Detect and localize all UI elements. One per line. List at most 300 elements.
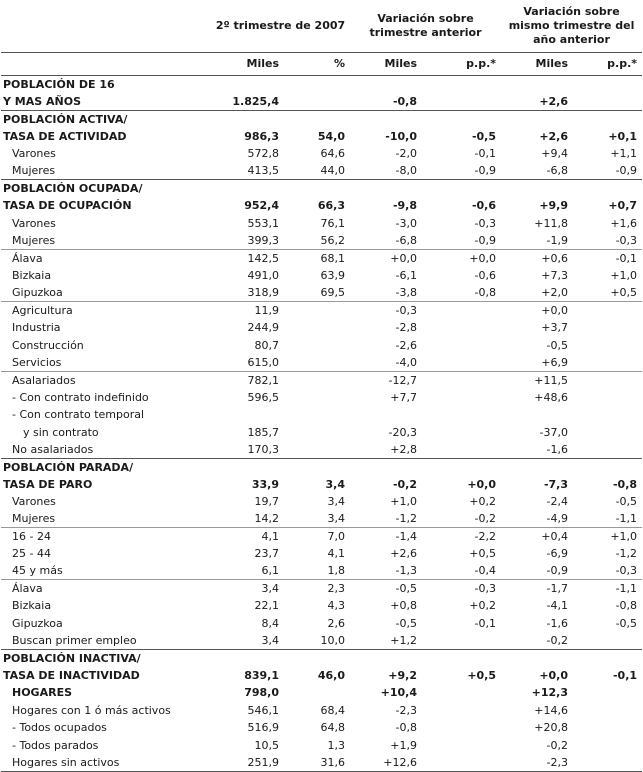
- subheader-miles: Miles: [384, 57, 417, 70]
- cell-value: [422, 719, 501, 736]
- cell-value: [422, 736, 501, 753]
- cell-value: -2,2: [422, 528, 501, 545]
- cell-value: +1,2: [390, 633, 417, 647]
- cell-value: +9,2: [388, 668, 417, 682]
- cell-value: [422, 319, 501, 336]
- cell-value: [284, 336, 350, 353]
- subheader-blank: [1, 53, 211, 76]
- row-label: y sin contrato: [23, 425, 99, 439]
- cell-value: 7,0: [284, 528, 350, 545]
- cell-value: [284, 93, 350, 110]
- cell-value: 3,4: [327, 512, 345, 526]
- table-row: [1, 162, 642, 179]
- cell-value: -4,9: [546, 512, 569, 526]
- row-label: Álava: [1, 249, 211, 266]
- row-label: - Todos parados: [12, 738, 99, 752]
- cell-value: 19,7: [254, 495, 279, 509]
- cell-value: [573, 458, 642, 475]
- table-row: [1, 267, 642, 284]
- table-row: [1, 632, 642, 649]
- cell-value: 782,1: [211, 371, 284, 388]
- table-row: [1, 684, 642, 701]
- cell-value: -10,0: [385, 129, 417, 143]
- table-row: [1, 615, 642, 632]
- table-row: [1, 110, 642, 127]
- cell-value: +0,1: [608, 129, 638, 143]
- cell-value: 3,4: [325, 477, 345, 491]
- cell-value: 986,3: [244, 129, 279, 143]
- cell-value: -0,8: [615, 599, 638, 613]
- cell-value: +6,9: [541, 355, 569, 369]
- cell-value: -2,0: [395, 147, 417, 161]
- row-label: Bizkaia: [12, 599, 52, 613]
- cell-value: [422, 441, 501, 458]
- cell-value: 66,3: [317, 199, 345, 213]
- cell-value: -0,6: [474, 268, 497, 282]
- row-label: No asalariados: [12, 442, 94, 456]
- cell-value: -0,2: [392, 477, 417, 491]
- cell-value: -0,5: [546, 338, 569, 352]
- cell-value: +10,4: [380, 686, 417, 700]
- cell-value: 318,9: [247, 286, 279, 300]
- table-row: [1, 336, 642, 353]
- cell-value: -6,1: [395, 268, 417, 282]
- cell-value: [573, 649, 642, 666]
- cell-value: +12,6: [350, 754, 422, 771]
- table-row: [1, 232, 642, 249]
- subheader-pp: p.p.*: [466, 57, 497, 70]
- cell-value: [422, 423, 501, 440]
- row-label: POBLACIÓN PARADA/: [1, 458, 211, 475]
- cell-value: -8,0: [395, 164, 417, 178]
- cell-value: -0,9: [546, 564, 569, 578]
- cell-value: 1.825,4: [232, 94, 279, 108]
- cell-value: -0,3: [422, 580, 501, 597]
- row-label: 16 - 24: [1, 528, 211, 545]
- table-row: [1, 76, 642, 93]
- cell-value: +0,2: [469, 495, 497, 509]
- cell-value: -4,1: [546, 599, 569, 613]
- cell-value: +0,8: [390, 599, 417, 613]
- cell-value: +0,4: [501, 528, 573, 545]
- cell-value: 4,1: [327, 547, 345, 561]
- cell-value: -6,9: [546, 547, 569, 561]
- row-label: Asalariados: [1, 371, 211, 388]
- row-label: TASA DE INACTIVIDAD: [3, 668, 140, 682]
- cell-value: -0,5: [615, 616, 638, 630]
- cell-value: +0,0: [350, 249, 422, 266]
- cell-value: [350, 458, 422, 475]
- cell-value: [284, 76, 350, 93]
- cell-value: -37,0: [539, 425, 569, 439]
- cell-value: +11,5: [501, 371, 573, 388]
- cell-value: 44,0: [320, 164, 345, 178]
- cell-value: 491,0: [247, 268, 279, 282]
- table-row: [1, 215, 642, 232]
- cell-value: [284, 371, 350, 388]
- cell-value: [573, 180, 642, 197]
- cell-value: [573, 336, 642, 353]
- cell-value: 56,2: [320, 233, 345, 247]
- cell-value: [350, 406, 422, 423]
- cell-value: [422, 76, 501, 93]
- cell-value: +7,3: [541, 268, 569, 282]
- cell-value: -2,3: [395, 703, 417, 717]
- cell-value: 64,6: [320, 147, 345, 161]
- cell-value: [573, 302, 642, 319]
- cell-value: [422, 93, 501, 110]
- cell-value: -20,3: [388, 425, 417, 439]
- cell-value: -0,3: [474, 216, 497, 230]
- cell-value: -2,4: [546, 495, 569, 509]
- cell-value: 10,5: [254, 738, 279, 752]
- cell-value: 244,9: [247, 321, 279, 335]
- cell-value: [211, 406, 284, 423]
- cell-value: [350, 110, 422, 127]
- table-row: [1, 441, 642, 458]
- cell-value: +12,3: [531, 686, 569, 700]
- cell-value: [573, 406, 642, 423]
- header-blank: [1, 0, 211, 53]
- cell-value: -1,7: [501, 580, 573, 597]
- cell-value: 572,8: [247, 147, 279, 161]
- cell-value: -0,9: [474, 233, 497, 247]
- table-row: [1, 597, 642, 614]
- row-label: Mujeres: [12, 233, 56, 247]
- row-label: TASA DE OCUPACIÓN: [3, 199, 132, 213]
- cell-value: 68,1: [284, 249, 350, 266]
- cell-value: -6,8: [546, 164, 569, 178]
- cell-value: +0,5: [467, 668, 497, 682]
- cell-value: 3,4: [261, 633, 279, 647]
- row-label: Servicios: [12, 355, 62, 369]
- cell-value: [211, 180, 284, 197]
- cell-value: -0,8: [395, 721, 417, 735]
- cell-value: [573, 389, 642, 406]
- cell-value: [422, 649, 501, 666]
- header-period: 2º trimestre de 2007: [215, 19, 346, 32]
- table-row: [1, 197, 642, 214]
- cell-value: [573, 354, 642, 371]
- row-label: Varones: [12, 216, 56, 230]
- table-row: [1, 580, 642, 597]
- cell-value: [284, 649, 350, 666]
- cell-value: +1,1: [610, 147, 638, 161]
- cell-value: [573, 371, 642, 388]
- cell-value: 23,7: [254, 547, 279, 561]
- labour-survey-table: [1, 0, 642, 772]
- cell-value: 4,1: [211, 528, 284, 545]
- row-label: Industria: [12, 321, 61, 335]
- cell-value: 413,5: [247, 164, 279, 178]
- table-row: [1, 389, 642, 406]
- row-label: Mujeres: [12, 512, 56, 526]
- row-label: Álava: [1, 580, 211, 597]
- cell-value: -0,3: [615, 233, 638, 247]
- cell-value: -1,3: [395, 564, 417, 578]
- cell-value: [350, 76, 422, 93]
- cell-value: +0,6: [501, 249, 573, 266]
- row-label: POBLACIÓN DE 16: [1, 76, 211, 93]
- row-label: HOGARES: [12, 686, 73, 700]
- cell-value: -9,8: [392, 199, 417, 213]
- cell-value: [350, 180, 422, 197]
- cell-value: +1,9: [390, 738, 417, 752]
- cell-value: -1,1: [615, 512, 638, 526]
- cell-value: +0,5: [469, 547, 497, 561]
- cell-value: [573, 423, 642, 440]
- cell-value: [573, 76, 642, 93]
- cell-value: 596,5: [247, 390, 279, 404]
- row-label: TASA DE ACTIVIDAD: [3, 129, 127, 143]
- cell-value: [211, 458, 284, 475]
- cell-value: 6,1: [261, 564, 279, 578]
- cell-value: +0,0: [501, 302, 573, 319]
- cell-value: [573, 754, 642, 771]
- table-row: [1, 493, 642, 510]
- row-label: 45 y más: [12, 564, 63, 578]
- cell-value: +14,6: [534, 703, 569, 717]
- cell-value: [573, 441, 642, 458]
- cell-value: +2,6: [390, 547, 417, 561]
- cell-value: -1,2: [395, 512, 417, 526]
- cell-value: 54,0: [317, 129, 345, 143]
- cell-value: [422, 684, 501, 701]
- cell-value: +9,4: [541, 147, 569, 161]
- cell-value: 76,1: [320, 216, 345, 230]
- row-label: Buscan primer empleo: [12, 633, 137, 647]
- cell-value: -1,2: [615, 547, 638, 561]
- subheader-pp: p.p.*: [607, 57, 638, 70]
- cell-value: -0,8: [612, 477, 638, 491]
- cell-value: +2,6: [539, 94, 569, 108]
- cell-value: +1,0: [610, 268, 638, 282]
- cell-value: -1,1: [573, 580, 642, 597]
- cell-value: -0,9: [474, 164, 497, 178]
- cell-value: -0,1: [474, 616, 497, 630]
- cell-value: +48,6: [534, 390, 569, 404]
- cell-value: [284, 389, 350, 406]
- cell-value: [573, 684, 642, 701]
- cell-value: 1,8: [327, 564, 345, 578]
- cell-value: -0,2: [474, 512, 497, 526]
- table-row: [1, 562, 642, 579]
- table-row: [1, 475, 642, 492]
- cell-value: [422, 336, 501, 353]
- cell-value: -0,5: [395, 616, 417, 630]
- row-label: POBLACIÓN INACTIVA/: [1, 649, 211, 666]
- cell-value: [284, 406, 350, 423]
- cell-value: -0,1: [612, 668, 638, 682]
- cell-value: -1,4: [350, 528, 422, 545]
- cell-value: [501, 110, 573, 127]
- cell-value: [422, 371, 501, 388]
- cell-value: [284, 302, 350, 319]
- cell-value: -12,7: [350, 371, 422, 388]
- cell-value: -0,5: [471, 129, 497, 143]
- cell-value: 64,8: [320, 721, 345, 735]
- cell-value: +0,0: [467, 477, 497, 491]
- row-label: Hogares sin activos: [1, 754, 211, 771]
- cell-value: [573, 319, 642, 336]
- table-body: [1, 76, 642, 772]
- cell-value: +20,8: [534, 721, 569, 735]
- cell-value: 11,9: [211, 302, 284, 319]
- cell-value: [501, 76, 573, 93]
- row-label: Varones: [12, 495, 56, 509]
- cell-value: +2,6: [539, 129, 569, 143]
- cell-value: -3,8: [395, 286, 417, 300]
- cell-value: [573, 93, 642, 110]
- cell-value: 170,3: [247, 442, 279, 456]
- table-row: [1, 302, 642, 319]
- cell-value: -3,0: [395, 216, 417, 230]
- table-row: [1, 180, 642, 197]
- cell-value: 553,1: [247, 216, 279, 230]
- table-row: [1, 93, 642, 110]
- row-label: TASA DE PARO: [3, 477, 93, 491]
- cell-value: -1,9: [546, 233, 569, 247]
- cell-value: 31,6: [284, 754, 350, 771]
- cell-value: [422, 389, 501, 406]
- cell-value: [501, 649, 573, 666]
- cell-value: -0,5: [615, 495, 638, 509]
- cell-value: [573, 719, 642, 736]
- table-row: [1, 128, 642, 145]
- cell-value: -4,0: [395, 355, 417, 369]
- cell-value: 63,9: [320, 268, 345, 282]
- cell-value: [211, 649, 284, 666]
- row-label: - Todos ocupados: [12, 721, 107, 735]
- cell-value: -2,3: [501, 754, 573, 771]
- cell-value: 80,7: [254, 338, 279, 352]
- cell-value: 185,7: [247, 425, 279, 439]
- cell-value: -0,1: [474, 147, 497, 161]
- cell-value: -7,3: [543, 477, 569, 491]
- cell-value: +3,7: [541, 321, 569, 335]
- row-label: Y MAS AÑOS: [3, 94, 81, 108]
- cell-value: [422, 754, 501, 771]
- table-row: [1, 406, 642, 423]
- cell-value: 3,4: [211, 580, 284, 597]
- cell-value: +0,0: [539, 668, 569, 682]
- cell-value: 546,1: [247, 703, 279, 717]
- table-row: [1, 371, 642, 388]
- cell-value: -1,6: [546, 616, 569, 630]
- cell-value: -2,8: [395, 321, 417, 335]
- cell-value: 33,9: [251, 477, 279, 491]
- cell-value: [422, 110, 501, 127]
- cell-value: [573, 632, 642, 649]
- cell-value: 142,5: [211, 249, 284, 266]
- header-variation-previous-year: Variación sobre mismo trimestre del año anterior: [508, 5, 635, 46]
- row-label: 25 - 44: [12, 547, 51, 561]
- cell-value: [284, 354, 350, 371]
- cell-value: -0,3: [350, 302, 422, 319]
- table-row: [1, 284, 642, 301]
- cell-value: [284, 180, 350, 197]
- row-label: Hogares con 1 ó más activos: [12, 703, 171, 717]
- table-row: [1, 319, 642, 336]
- cell-value: +2,0: [541, 286, 569, 300]
- cell-value: [573, 110, 642, 127]
- cell-value: +1,0: [573, 528, 642, 545]
- cell-value: 4,3: [327, 599, 345, 613]
- table-row: [1, 423, 642, 440]
- row-label: POBLACIÓN OCUPADA/: [1, 180, 211, 197]
- cell-value: +1,6: [610, 216, 638, 230]
- cell-value: [350, 649, 422, 666]
- row-label: POBLACIÓN ACTIVA/: [1, 110, 211, 127]
- cell-value: -0,6: [471, 199, 497, 213]
- cell-value: -0,8: [392, 94, 417, 108]
- row-label: Agricultura: [1, 302, 211, 319]
- cell-value: +11,8: [534, 216, 569, 230]
- table-row: [1, 145, 642, 162]
- cell-value: [422, 458, 501, 475]
- cell-value: 22,1: [254, 599, 279, 613]
- cell-value: [573, 702, 642, 719]
- cell-value: [284, 458, 350, 475]
- cell-value: +9,9: [539, 199, 569, 213]
- cell-value: [284, 423, 350, 440]
- cell-value: +0,2: [469, 599, 497, 613]
- row-label: Bizkaia: [12, 268, 52, 282]
- cell-value: +0,5: [610, 286, 638, 300]
- row-label: Varones: [12, 147, 56, 161]
- row-label: Gipuzkoa: [12, 286, 63, 300]
- row-label: Gipuzkoa: [12, 616, 63, 630]
- cell-value: [573, 736, 642, 753]
- cell-value: 251,9: [211, 754, 284, 771]
- cell-value: [422, 302, 501, 319]
- table-row: [1, 545, 642, 562]
- cell-value: [284, 684, 350, 701]
- cell-value: [501, 458, 573, 475]
- cell-value: 2,6: [327, 616, 345, 630]
- cell-value: +0,0: [422, 249, 501, 266]
- cell-value: -0,8: [474, 286, 497, 300]
- cell-value: 8,4: [261, 616, 279, 630]
- cell-value: -0,2: [546, 633, 569, 647]
- cell-value: -0,1: [573, 249, 642, 266]
- cell-value: 3,4: [327, 495, 345, 509]
- subheader-miles: Miles: [535, 57, 569, 70]
- table-row: [1, 649, 642, 666]
- table-row: [1, 354, 642, 371]
- table-row: [1, 754, 642, 771]
- row-label: - Con contrato indefinido: [12, 390, 149, 404]
- cell-value: [422, 354, 501, 371]
- cell-value: [284, 441, 350, 458]
- cell-value: +2,8: [390, 442, 417, 456]
- table-row: [1, 736, 642, 753]
- cell-value: 69,5: [320, 286, 345, 300]
- table-row: [1, 510, 642, 527]
- cell-value: [211, 110, 284, 127]
- row-label: - Con contrato temporal: [12, 408, 145, 422]
- table-row: [1, 719, 642, 736]
- cell-value: [211, 76, 284, 93]
- cell-value: [501, 180, 573, 197]
- row-label: Construcción: [12, 338, 84, 352]
- header-variation-previous-quarter: Variación sobre trimestre anterior: [369, 12, 482, 39]
- cell-value: [501, 406, 573, 423]
- cell-value: [422, 632, 501, 649]
- cell-value: -6,8: [395, 233, 417, 247]
- cell-value: 839,1: [244, 668, 279, 682]
- cell-value: -2,6: [395, 338, 417, 352]
